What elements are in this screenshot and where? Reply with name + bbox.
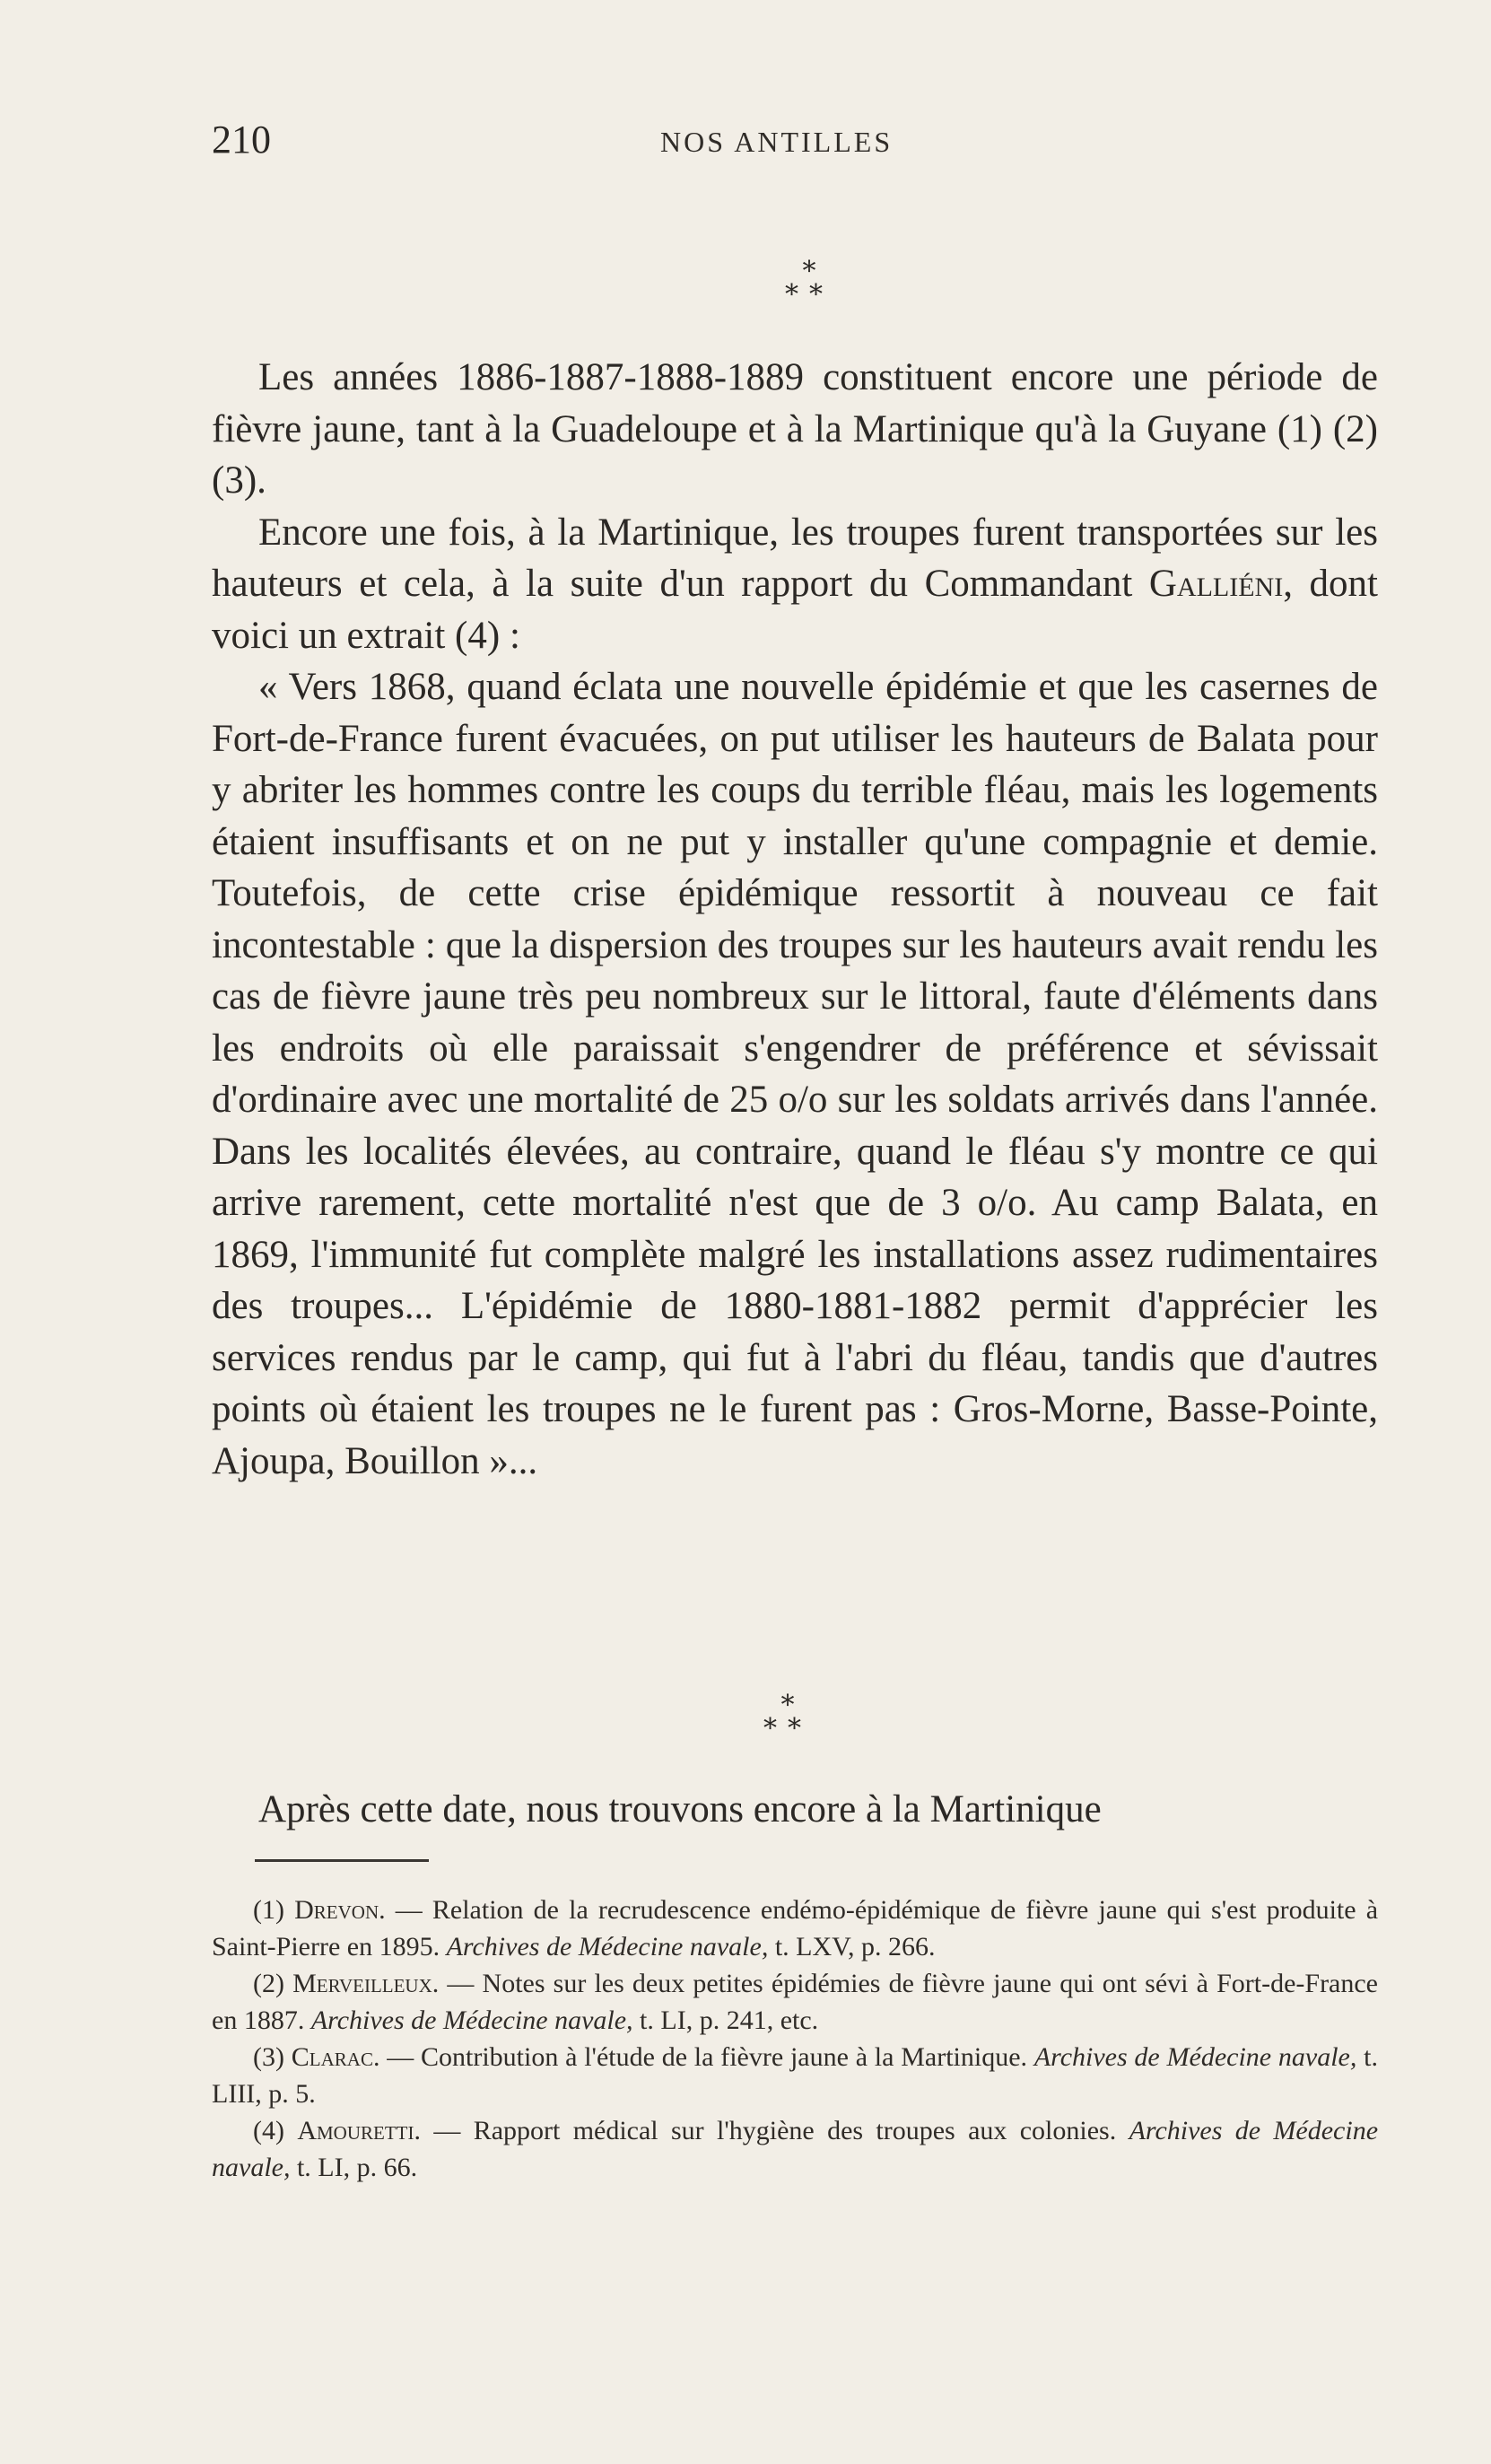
paragraph: Après cette date, nous trouvons encore à la Martinique [258,1788,1102,1831]
footnote [212,2112,1378,2186]
continuation-text [212,1784,1378,1836]
footnote-marker: (4) [253,2116,284,2145]
asterism-divider [755,256,863,310]
footnote-author: Clarac [291,2042,373,2072]
paragraph: Les années 1886-1887-1888-1889 constituent encore une période de fièvre jaune, tant à la Guadeloupe et à la Martinique qu'à la Guyane (1) (2) (3). [212,356,1378,502]
footnote [212,1965,1378,2039]
footnote [212,2039,1378,2112]
footnote-marker: (2) [253,1969,284,1998]
paragraph-text: , dont voici un extrait (4) : [212,563,1378,657]
asterism-star: * [780,1690,795,1721]
footnote-text: . — Contribution à l'étude de la fièvre jaune à la Martinique. [372,2042,1034,2072]
footnote-text: . — Notes sur les deux petites épidémies de fièvre jaune qui ont sévi à Fort-de-France en 1887. [212,1969,1378,2035]
footnote [212,1892,1378,1965]
asterism-stars: ** [785,279,833,310]
paragraph [212,507,1378,662]
footnote-source: Archives de Médecine navale, [446,1932,769,1962]
footnote-ref: t. LI, p. 241, etc. [632,2005,819,2035]
footnote-source: Archives de Médecine navale, [310,2005,633,2035]
footnote-ref: t. LXV, p. 266. [768,1932,936,1962]
running-title: NOS ANTILLES [660,126,894,158]
footnote-source: Archives de Médecine navale, [212,2116,1379,2182]
footnote-rule [255,1859,429,1862]
author-name: Galliéni [1148,563,1284,605]
page-number: 210 [212,118,271,162]
footnote-ref: t. LIII, p. 5. [212,2042,1378,2109]
running-head [212,117,1382,170]
footnote-text: . — Relation de la recrudescence endémo-épidémique de fièvre jaune qui s'est produite à Saint-Pierre en 1895. [212,1895,1379,1962]
footnote-marker: (1) [253,1895,284,1925]
quotation: « Vers 1868, quand éclata une nouvelle épidémie et que les casernes de Fort-de-France furent évacuées, on put utiliser les hauteurs de Balata pour y abriter les hommes contre les coups du terrible fléau, mais les logements étaient insuffisants et on ne put y installer qu'une compagnie et demie. Toutefois, de cette crise épidémique ressortit à nouveau ce fait incontestable : que la dispersion des troupes sur les hauteurs avait rendu les cas de fièvre jaune très peu nombreux sur le littoral, faute d'éléments dans les endroits où elle paraissait s'engendrer de préférence et sévissait d'ordinaire avec une mortalité de 25 o/o sur les soldats arrivés dans l'année. Dans les localités élevées, au contraire, quand le fléau s'y montre ce qui arrive rarement, cette mortalité n'est que de 3 o/o. Au camp Balata, en 1869, l'immunité fut complète malgré les installations assez rudimentaires des troupes... L'épidémie de 1880-1881-1882 permit d'apprécier les services rendus par le camp, qui fut à l'abri du fléau, tandis que d'autres points où étaient les troupes ne le furent pas : Gros-Morne, Basse-Pointe, Ajoupa, Bouillon »... [212,666,1378,1482]
main-text [212,352,1378,1487]
footnote-marker: (3) [253,2042,284,2072]
footnote-author: Amouretti [297,2116,414,2145]
footnote-source: Archives de Médecine navale, [1033,2042,1357,2072]
asterism-star: * [802,256,816,287]
paragraph-text: Encore une fois, à la Martinique, les troupes furent transportées sur les hauteurs et cela, à la suite d'un rapport du Commandant [212,511,1378,605]
asterism-divider [734,1690,841,1744]
footnotes [212,1892,1378,2186]
footnote-author: Merveilleux [292,1969,432,1998]
footnote-ref: t. LI, p. 66. [290,2153,418,2182]
asterism-stars: ** [763,1713,812,1744]
footnote-author: Drevon [294,1895,379,1925]
footnote-text: . — Rapport médical sur l'hygiène des troupes aux colonies. [414,2116,1129,2145]
